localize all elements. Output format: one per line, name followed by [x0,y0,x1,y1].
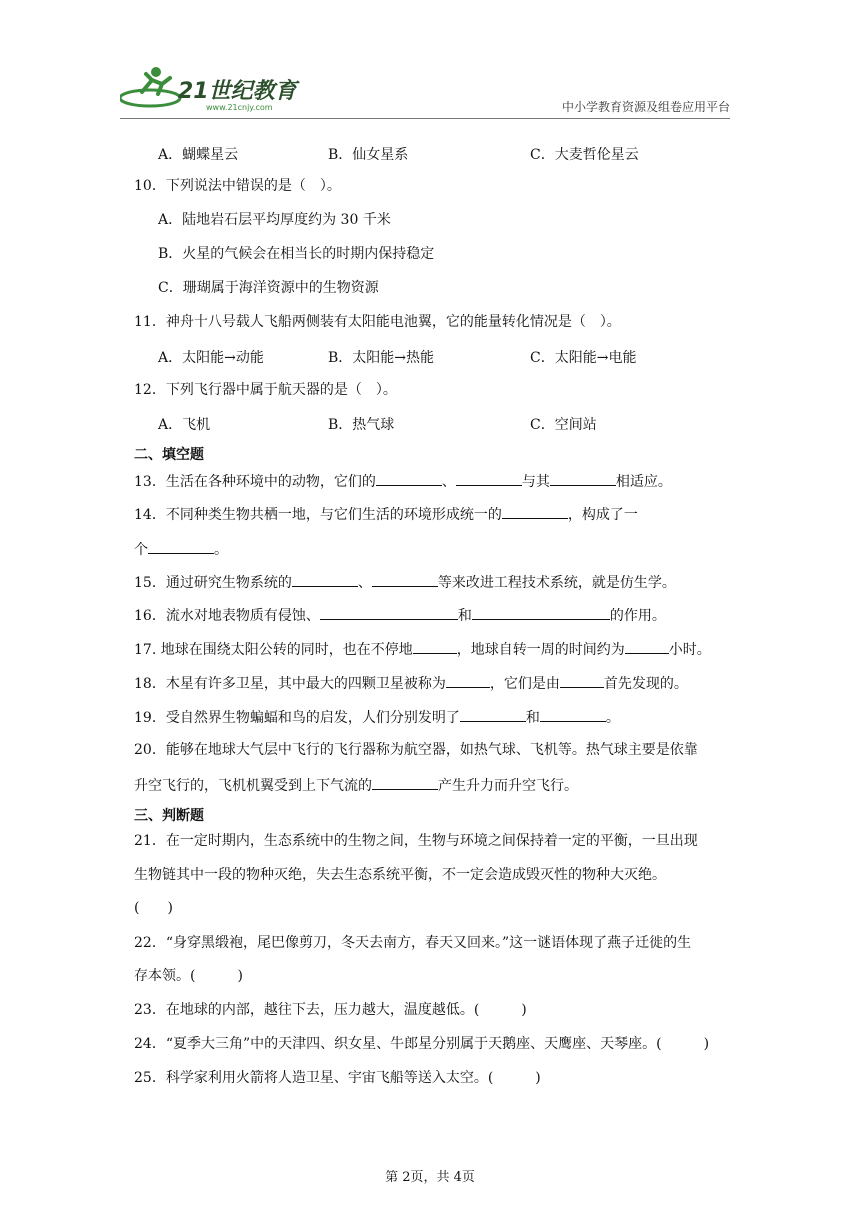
answer-blank[interactable] [550,471,616,486]
answer-blank[interactable] [320,605,458,620]
q25: 25．科学家利用火箭将人造卫星、宇宙飞船等送入太空。( ) [134,1070,541,1086]
answer-blank[interactable] [460,707,526,722]
q21-answer[interactable]: ( ) [134,900,173,916]
21cnjy-logo [120,62,320,114]
q15: 15．通过研究生物系统的 、 等来改进工程技术系统，就是仿生学。 [134,572,676,592]
q9-option-c: C．大麦哲伦星云 [530,147,639,163]
logo-sub-text: www.21cnjy.com [206,103,273,112]
answer-blank[interactable] [292,572,358,587]
q12-option-a: A．飞机 [158,417,211,433]
q10-stem: 10．下列说法中错误的是（ ）。 [134,178,341,194]
q14-line1: 14．不同种类生物共栖一地，与它们生活的环境形成统一的 ，构成了一 [134,504,638,524]
q16: 16．流水对地表物质有侵蚀、 和 的作用。 [134,605,666,625]
q12-stem: 12．下列飞行器中属于航天器的是（ ）。 [134,382,397,398]
answer-blank[interactable] [413,639,457,654]
q12-option-b: B．热气球 [328,417,395,433]
answer-blank[interactable] [446,673,490,688]
q22-line1: 22．“身穿黑缎袍，尾巴像剪刀，冬天去南方，春天又回来。”这一谜语体现了燕子迁徙的生 [134,935,692,951]
q18: 18．木星有许多卫星，其中最大的四颗卫星被称为 ，它们是由 首先发现的。 [134,673,688,693]
answer-blank[interactable] [376,471,442,486]
section-judge-title: 三、判断题 [134,808,204,824]
page-footer: 第 2页，共 4页 [385,1170,475,1185]
page-header [120,62,730,120]
answer-blank[interactable] [456,471,522,486]
answer-blank[interactable] [560,673,604,688]
answer-blank[interactable] [502,504,568,519]
q17: 17. 地球在围绕太阳公转的同时，也在不停地 ，地球自转一周的时间约为 小时。 [134,639,711,659]
answer-blank[interactable] [372,775,438,790]
q10-option-c: C．珊瑚属于海洋资源中的生物资源 [158,280,379,296]
header-divider [120,118,730,119]
answer-blank[interactable] [540,707,606,722]
q12-option-c: C．空间站 [530,417,597,433]
answer-blank[interactable] [372,572,438,587]
answer-blank[interactable] [472,605,610,620]
section-fill-blank-title: 二、填空题 [134,447,204,463]
platform-name: 中小学教育资源及组卷应用平台 [561,100,730,114]
answer-blank[interactable] [625,639,669,654]
q11-option-c: C．太阳能→电能 [530,350,637,366]
q13: 13．生活在各种环境中的动物，它们的 、 与其 相适应。 [134,471,672,491]
answer-blank[interactable] [148,539,214,554]
q21-line1: 21．在一定时期内，生态系统中的生物之间，生物与环境之间保持着一定的平衡，一旦出现 [134,833,698,849]
q23: 23．在地球的内部，越往下去，压力越大，温度越低。( ) [134,1002,527,1018]
q20-line1: 20．能够在地球大气层中飞行的飞行器称为航空器，如热气球、飞机等。热气球主要是依靠 [134,742,698,758]
q14-line2: 个 。 [134,539,228,559]
q10-option-a: A．陆地岩石层平均厚度约为 30 千米 [158,212,391,228]
q11-option-b: B．太阳能→热能 [328,350,435,366]
q11-option-a: A．太阳能→动能 [158,350,264,366]
q10-option-b: B．火星的气候会在相当长的时期内保持稳定 [158,246,435,262]
q19: 19．受自然界生物蝙蝠和鸟的启发，人们分别发明了 和 。 [134,707,620,727]
q21-line2: 生物链其中一段的物种灭绝，失去生态系统平衡，不一定会造成毁灭性的物种大灭绝。 [134,867,666,883]
q22-line2: 存本领。( ) [134,968,243,984]
q9-option-b: B．仙女星系 [328,147,409,163]
q20-line2: 升空飞行的，飞机机翼受到上下气流的 产生升力而升空飞行。 [134,775,578,795]
q24: 24．“夏季大三角”中的天津四、织女星、牛郎星分别属于天鹅座、天鹰座、天琴座。( ) [134,1036,710,1052]
q9-option-a: A．蝴蝶星云 [158,147,239,163]
logo-main-text: 21世纪教育 [178,79,297,104]
q11-stem: 11．神舟十八号载人飞船两侧装有太阳能电池翼，它的能量转化情况是（ ）。 [134,314,621,330]
